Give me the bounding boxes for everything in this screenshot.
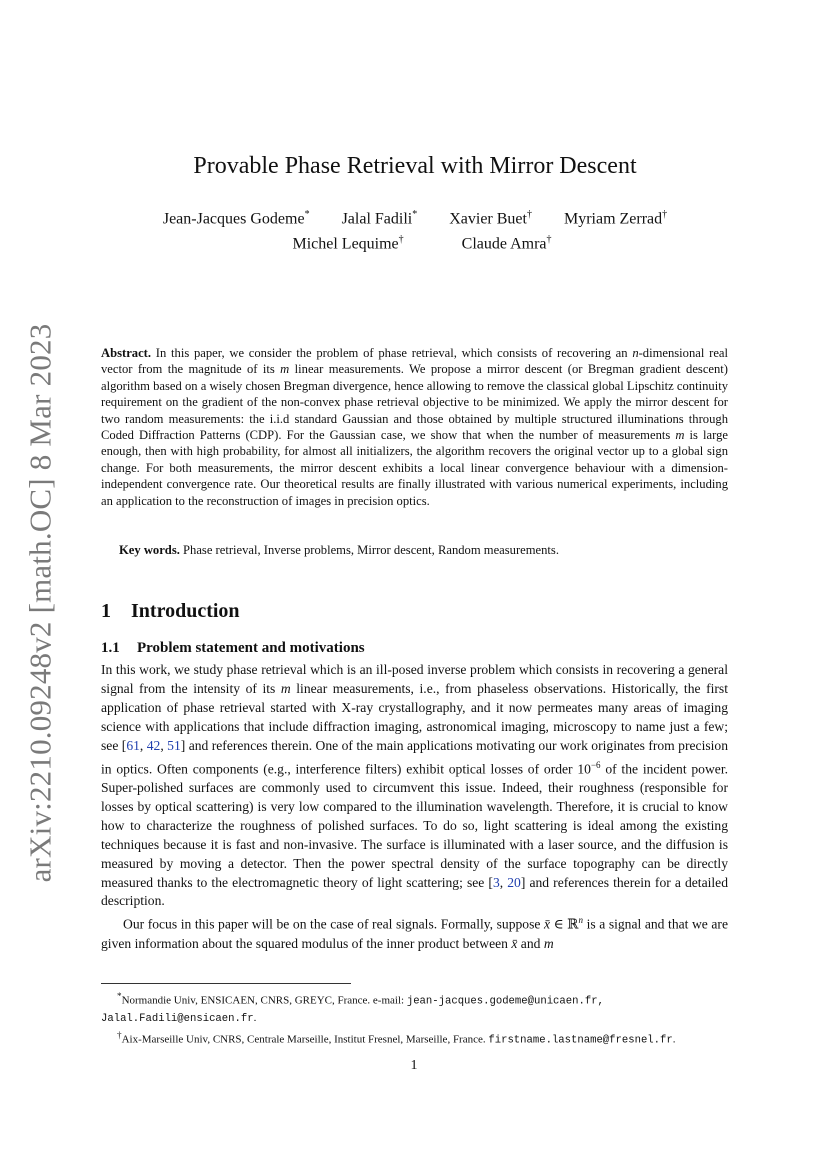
math-symbol: x̄ bbox=[511, 935, 518, 951]
affiliation-mark: † bbox=[662, 209, 668, 220]
author-name: Claude Amra bbox=[461, 235, 547, 253]
text-run: is a signal and that we are given information about the squared modulus of the inner product between bbox=[101, 916, 728, 951]
author bbox=[462, 229, 552, 254]
email-address[interactable]: firstname.lastname@fresnel.fr bbox=[488, 1034, 673, 1047]
citation-link[interactable]: 42 bbox=[146, 737, 161, 753]
section-title: Introduction bbox=[131, 600, 240, 622]
text-run: Our focus in this paper will be on the case of real signals. Formally, suppose bbox=[123, 916, 544, 932]
footnote-text: Normandie Univ, ENSICAEN, CNRS, GREYC, France. e-mail: bbox=[121, 994, 407, 1007]
section-number: 1 bbox=[101, 600, 111, 622]
keywords bbox=[119, 543, 729, 558]
keywords-text: Phase retrieval, Inverse problems, Mirror descent, Random measurements. bbox=[179, 543, 559, 557]
text-run: and bbox=[517, 935, 544, 951]
footnote-text: . bbox=[253, 1011, 257, 1024]
footnotes bbox=[101, 988, 728, 1048]
arxiv-id: arXiv:2210.09248v2 [math.OC] 8 Mar 2023 bbox=[22, 323, 57, 882]
footnote bbox=[101, 988, 728, 1027]
math-symbol: m bbox=[675, 428, 685, 443]
footnote-mark: * bbox=[117, 991, 122, 1001]
text-run: , bbox=[139, 737, 147, 753]
arxiv-stamp bbox=[10, 323, 70, 882]
citation-link[interactable]: 51 bbox=[167, 737, 181, 753]
paper-title: Provable Phase Retrieval with Mirror Descent bbox=[193, 153, 637, 179]
footnote bbox=[101, 1027, 728, 1049]
body-text bbox=[101, 661, 728, 954]
affiliation-mark: * bbox=[304, 209, 310, 220]
citation-link[interactable]: 20 bbox=[507, 874, 521, 890]
author bbox=[564, 204, 667, 229]
email-address[interactable]: jean-jacques.godeme@unicaen.fr, bbox=[406, 995, 604, 1008]
exponent: n bbox=[578, 915, 584, 926]
author bbox=[292, 229, 403, 254]
text-run: ∈ ℝ bbox=[550, 916, 579, 932]
author-name: Jean-Jacques Godeme bbox=[162, 210, 305, 228]
author-row-2 bbox=[154, 229, 690, 254]
abstract-text: linear measurements. We propose a mirror descent (or Bregman gradient descent) algorithm based on a wisely chosen Bregman divergence, hence allowing to remove the classical global Lipschitz continuity requirement on the gradient of the non-convex phase retrieval objective to be minimized. We apply the mirror descent for two random measurements: the i.i.d standard Gaussian and those obtained by multiple structured illuminations through Coded Diffraction Patterns (CDP). For the Gaussian case, we show that when the number of measurements bbox=[101, 362, 728, 443]
author bbox=[342, 204, 418, 229]
author bbox=[163, 204, 310, 229]
text-run: ] and references therein. One of the main applications motivating our work originates from precision in optics. Often components (e.g., interference filters) exhibit optical losses of order 10 bbox=[101, 737, 729, 777]
footnote-mark: † bbox=[117, 1029, 122, 1040]
exponent: −6 bbox=[590, 759, 601, 770]
author-name: Jalal Fadili bbox=[341, 210, 413, 228]
affiliation-mark: † bbox=[526, 209, 532, 220]
subsection-heading bbox=[101, 640, 365, 657]
text-run: , bbox=[160, 737, 168, 753]
math-symbol: m bbox=[543, 935, 554, 951]
affiliation-mark: † bbox=[398, 234, 404, 246]
footnote-rule bbox=[101, 983, 351, 984]
footnote-text: Aix-Marseille Univ, CNRS, Centrale Marseille, Institut Fresnel, Marseille, France. bbox=[121, 1033, 489, 1046]
text-run: ] and references therein for a detailed description. bbox=[101, 874, 729, 909]
text-run: , bbox=[499, 874, 508, 890]
author-name: Michel Lequime bbox=[292, 235, 399, 253]
email-address[interactable]: Jalal.Fadili@ensicaen.fr bbox=[101, 1012, 254, 1025]
author-name: Myriam Zerrad bbox=[563, 210, 663, 228]
text-run: linear measurements, i.e., from phaseless observations. Historically, the first application of phase retrieval started with X-ray crystallography, and it now permeates many areas of imaging science with applications that include diffraction imaging, astronomical imaging, microscopy to name just a few; see [ bbox=[101, 680, 728, 753]
author-name: Xavier Buet bbox=[449, 210, 527, 228]
math-symbol: m bbox=[280, 362, 290, 377]
abstract-text: In this paper, we consider the problem of phase retrieval, which consists of recovering an bbox=[151, 346, 633, 360]
paragraph bbox=[101, 911, 728, 953]
page-number: 1 bbox=[410, 1058, 418, 1073]
section-heading bbox=[101, 600, 240, 623]
math-symbol: x̄ bbox=[544, 916, 551, 932]
keywords-label: Key words. bbox=[119, 543, 180, 557]
text-run: of the incident power. Super-polished surfaces are commonly used to circumvent this issue. Indeed, their roughness (responsible for losses by optical scattering) is very low compared to the illumination wavelength. Therefore, it is crucial to know how to characterize the roughness of polished surfaces. To do so, light scattering is ideal among the existing techniques because it is fast and non-invasive. The surface is illuminated with a laser source, and the diffusion is measured by moving a detector. Then the power spectral density of the surface topography can be directly measured thanks to the electromagnetic theory of light scattering; see [ bbox=[101, 761, 729, 890]
math-symbol: n bbox=[632, 346, 639, 360]
affiliation-mark: † bbox=[546, 234, 552, 246]
paragraph bbox=[101, 661, 728, 911]
subsection-number: 1.1 bbox=[101, 640, 120, 656]
abstract-label: Abstract. bbox=[101, 346, 152, 360]
citation-link[interactable]: 61 bbox=[126, 737, 140, 753]
text-run: In this work, we study phase retrieval which is an ill-posed inverse problem which consists in recovering a general signal from the intensity of its bbox=[101, 662, 728, 696]
author bbox=[449, 204, 532, 229]
author-row-1 bbox=[140, 204, 690, 229]
affiliation-mark: * bbox=[412, 209, 418, 220]
author-list bbox=[140, 204, 690, 255]
math-symbol: m bbox=[280, 680, 291, 696]
abstract-text: is large enough, then with high probability, for almost all initializers, the algorithm recovers the original vector up to a global sign change. For both measurements, the mirror descent exhibits a local linear convergence behaviour with a dimension-independent convergence rate. Our theoretical results are finally illustrated with various numerical experiments, including an application to the reconstruction of images in precision optics. bbox=[101, 428, 728, 508]
citation-link[interactable]: 3 bbox=[492, 874, 500, 890]
abstract bbox=[101, 345, 728, 509]
footnote-text: . bbox=[672, 1033, 676, 1046]
abstract-text: -dimensional real vector from the magnitude of its bbox=[101, 346, 728, 377]
subsection-title: Problem statement and motivations bbox=[137, 640, 365, 656]
